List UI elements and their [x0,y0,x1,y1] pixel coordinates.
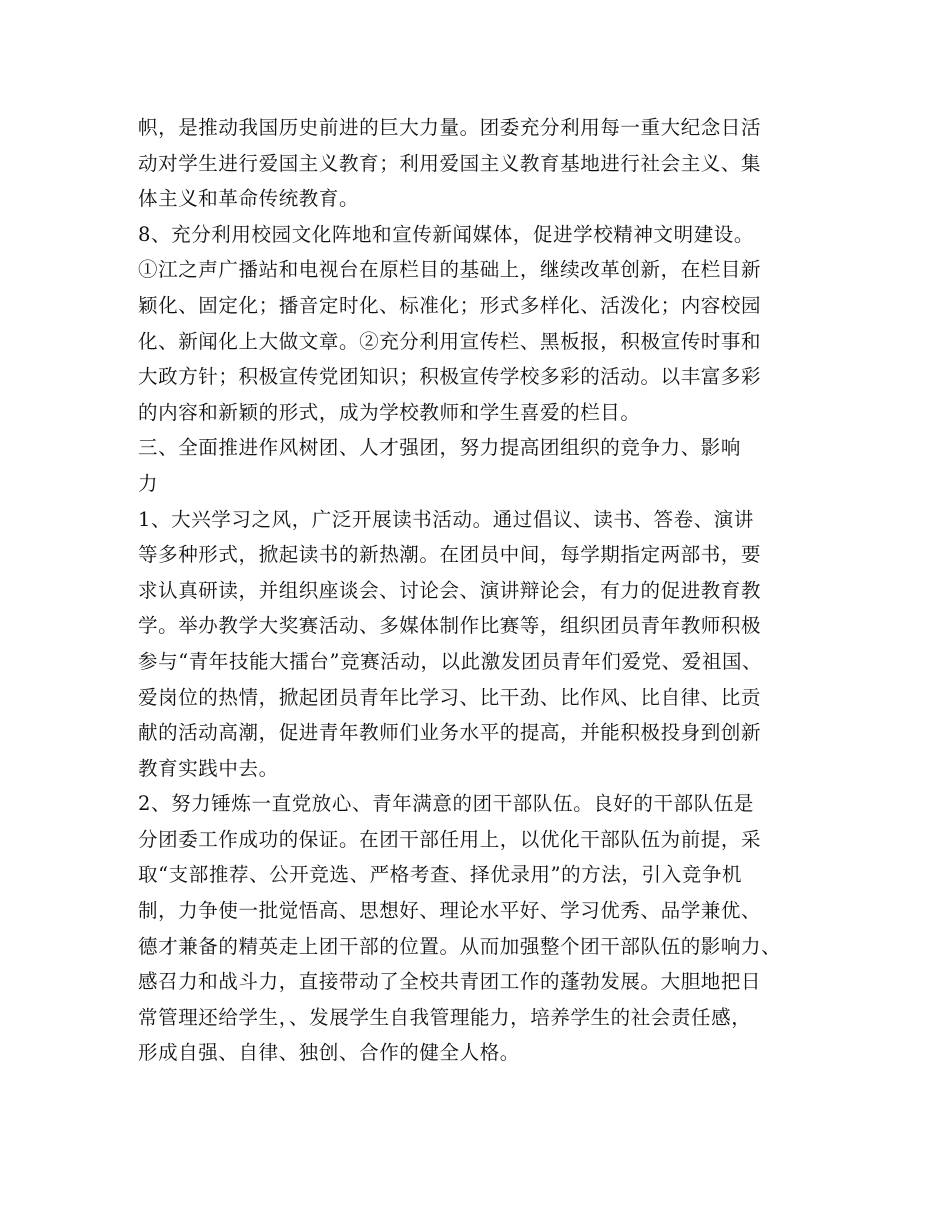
text-line: 爱岗位的热情，掀起团员青年比学习、比干劲、比作风、比自律、比贡 [138,685,762,709]
text-line: 献的活动高潮，促进青年教师们业务水平的提高，并能积极投身到创新 [138,721,762,745]
text-line: 常管理还给学生，、发展学生自我管理能力，培养学生的社会责任感， [138,1005,752,1029]
text-line: 制，力争使一批觉悟高、思想好、理论水平好、学习优秀、品学兼优、 [138,899,762,923]
text-line: 体主义和革命传统教育。 [138,187,360,211]
section-heading: 力 [138,471,159,495]
text-line: 学。举办教学大奖赛活动、多媒体制作比赛等，组织团员青年教师积极 [138,614,762,638]
text-line: 颖化、固定化；播音定时化、标准化；形式多样化、活泼化；内容校园 [138,293,762,317]
text-line: 动对学生进行爱国主义教育；利用爱国主义教育基地进行社会主义、集 [138,151,762,175]
text-line: 化、新闻化上大做文章。②充分利用宣传栏、黑板报，积极宣传时事和 [138,329,762,353]
text-line: 分团委工作成功的保证。在团干部任用上，以优化干部队伍为前提，采 [138,827,762,851]
text-line: 1、大兴学习之风，广泛开展读书活动。通过倡议、读书、答卷、演讲 [138,507,755,531]
text-line: 求认真研读，并组织座谈会、讨论会、演讲辩论会，有力的促进教育教 [138,578,762,602]
text-line: 德才兼备的精英走上团干部的位置。从而加强整个团干部队伍的影响力、 [138,934,782,958]
text-line: 2、努力锤炼一直党放心、青年满意的团干部队伍。良好的干部队伍是 [138,792,755,816]
text-line: ①江之声广播站和电视台在原栏目的基础上，继续改革创新，在栏目新 [138,258,762,282]
text-line: 的内容和新颖的形式，成为学校教师和学生喜爱的栏目。 [138,400,641,424]
text-line: 形成自强、自律、独创、合作的健全人格。 [138,1041,520,1065]
text-line: 感召力和战斗力，直接带动了全校共青团工作的蓬勃发展。大胆地把日 [138,970,762,994]
text-line: 帜，是推动我国历史前进的巨大力量。团委充分利用每一重大纪念日活 [138,116,762,139]
text-line: 大政方针；积极宣传党团知识；积极宣传学校多彩的活动。以丰富多彩 [138,365,762,389]
text-line: 参与“青年技能大擂台”竞赛活动，以此激发团员青年们爱党、爱祖国、 [138,649,763,673]
text-line: 等多种形式，掀起读书的新热潮。在团员中间，每学期指定两部书，要 [138,543,762,567]
section-heading: 三、全面推进作风树团、人才强团，努力提高团组织的竞争力、影响 [138,436,742,460]
text-line: 取“支部推荐、公开竞选、严格考查、择优录用”的方法，引入竞争机 [138,863,743,887]
text-line: 8、充分利用校园文化阵地和宣传新闻媒体，促进学校精神文明建设。 [138,222,755,246]
text-line: 教育实践中去。 [138,756,279,780]
document-body [138,110,828,1071]
